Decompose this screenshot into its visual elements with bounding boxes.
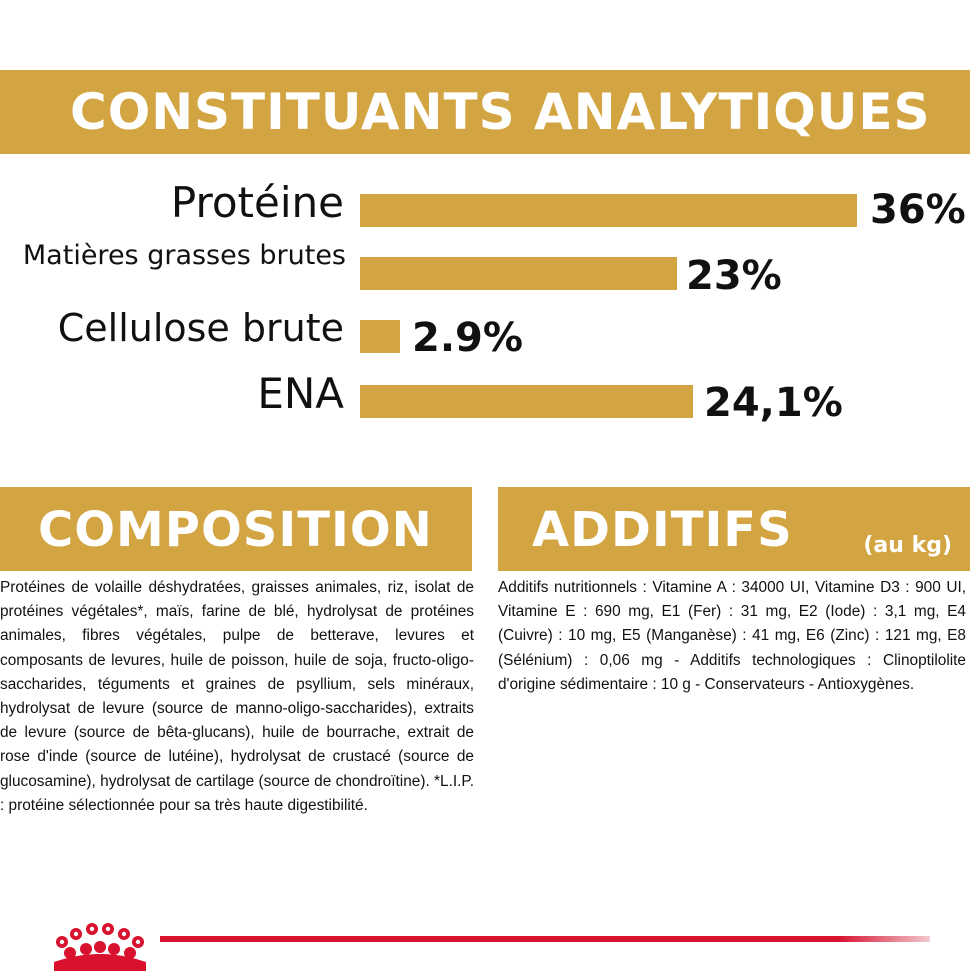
row-value: 36% xyxy=(870,187,966,233)
row-value: 2.9% xyxy=(412,315,523,361)
row-bar xyxy=(360,194,857,227)
row-value: 24,1% xyxy=(704,380,843,426)
row-bar xyxy=(360,257,677,290)
composition-text: Protéines de volaille déshydratées, graisses animales, riz, isolat de protéines végétales*, maïs, farine de blé, hydrolysat de protéines animales, fibres végétales, pulpe de betterave, levures et composants de levures, huile de poisson, huile de soja, fructo-oligo-saccharides, téguments et graines de psyllium, sels minéraux, hydrolysat de levure (source de manno-oligo-saccharides), extraits de levure (source de bêta-glucans), huile de bourrache, extrait de rose d'inde (source de lutéine), hydrolysat de crustacé (source de glucosamine), hydrolysat de cartilage (source de chondroïtine). *L.I.P. : protéine sélectionnée pour sa très haute digestibilité. xyxy=(0,579,474,814)
additifs-text: Additifs nutritionnels : Vitamine A : 34000 UI, Vitamine D3 : 900 UI, Vitamine E : 690 mg, E1 (Fer) : 31 mg, E2 (Iode) : 3,1 mg, E4 (Cuivre) : 10 mg, E5 (Manganèse) : 41 mg, E6 (Zinc) : 121 mg, E8 (Sélénium) : 0,06 mg - Additifs technologiques : Clinoptilolite d'origine sédimentaire : 10 g - Conservateurs - Antioxygènes. xyxy=(498,579,966,693)
additifs-unit: (au kg) xyxy=(863,533,952,558)
composition-header xyxy=(0,487,472,571)
row-label: ENA xyxy=(257,369,344,418)
composition-title: COMPOSITION xyxy=(38,502,433,558)
royal-canin-crown-icon xyxy=(40,912,160,971)
analytic-title: CONSTITUANTS ANALYTIQUES xyxy=(70,83,931,141)
row-bar xyxy=(360,385,693,418)
additifs-header xyxy=(498,487,970,571)
analytic-header xyxy=(0,70,970,154)
additifs-title: ADDITIFS xyxy=(532,502,793,558)
row-label: Protéine xyxy=(170,178,344,227)
row-label: Matières grasses brutes xyxy=(22,240,346,271)
footer-red-line xyxy=(160,936,930,942)
row-value: 23% xyxy=(686,253,782,299)
row-label: Cellulose brute xyxy=(57,306,344,350)
row-bar xyxy=(360,320,400,353)
